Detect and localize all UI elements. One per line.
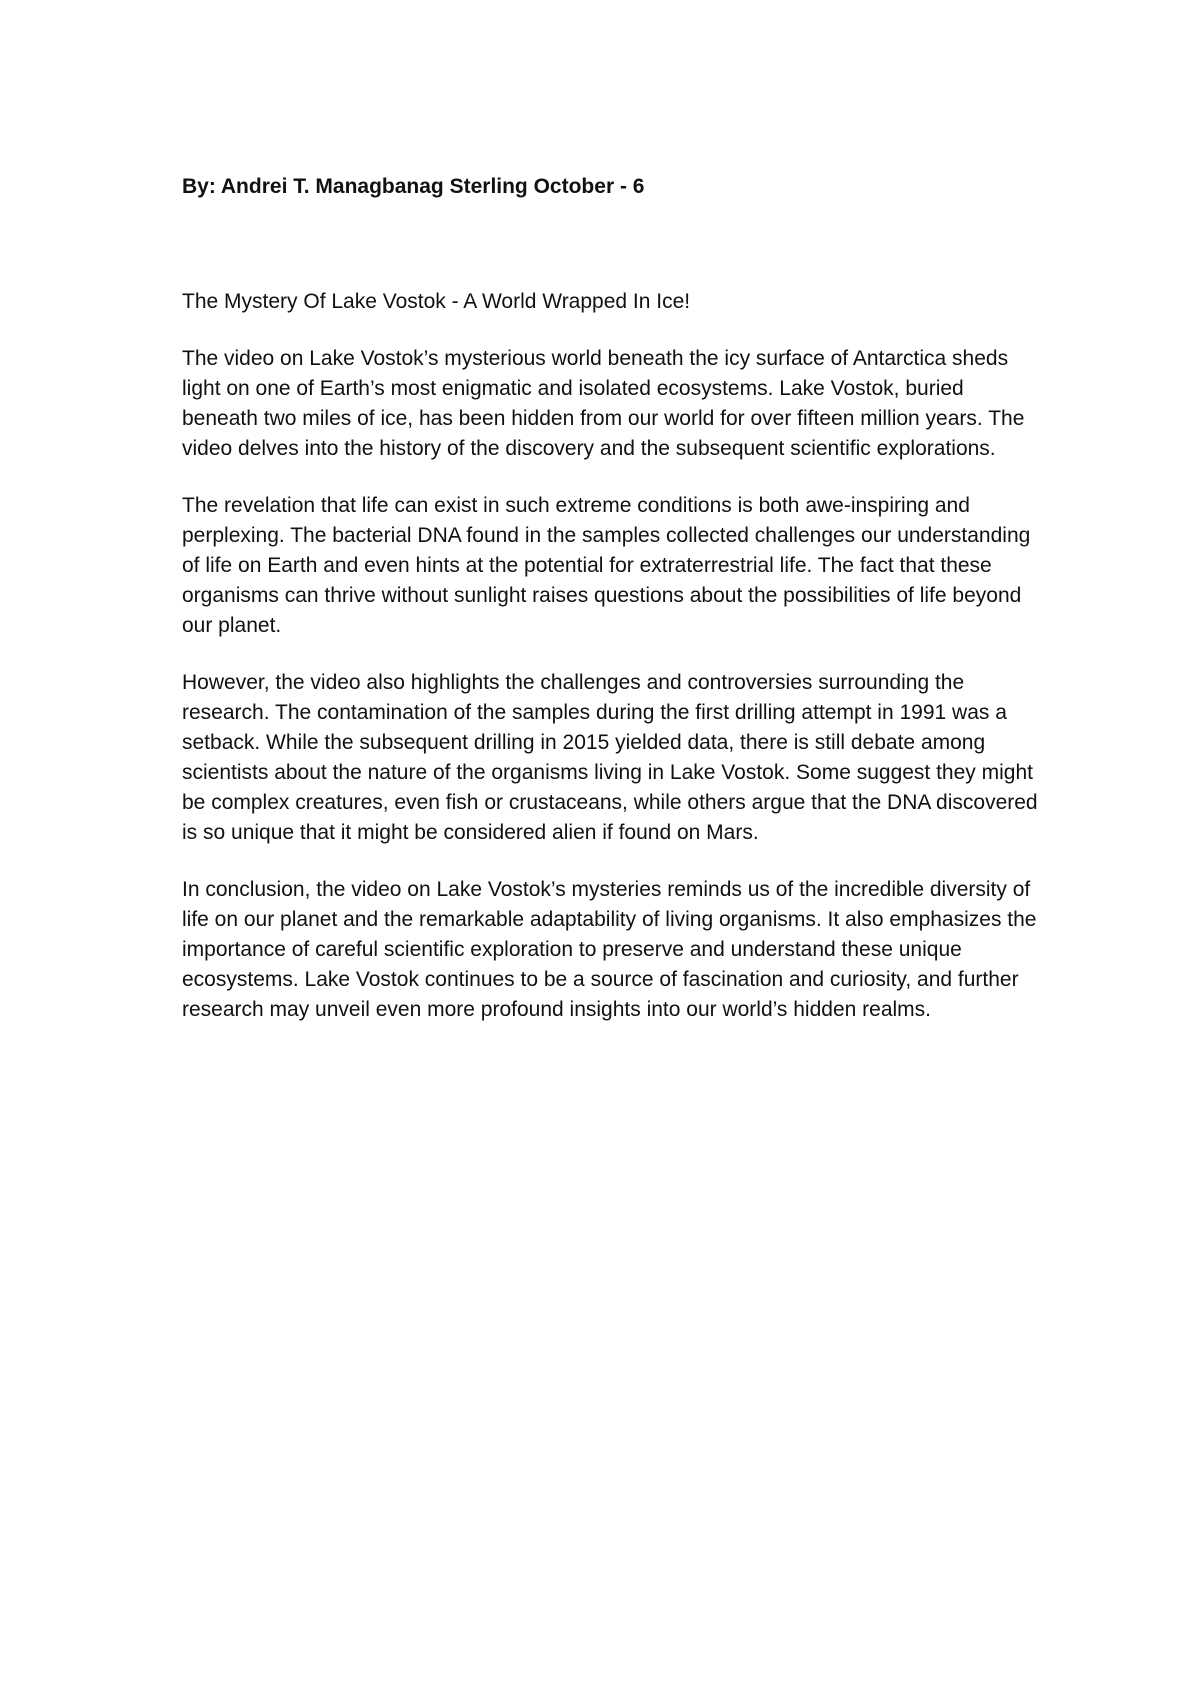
paragraph-3: However, the video also highlights the challenges and controversies surrounding the research. The contamination of the samples during the first drilling attempt in 1991 was a setback. While the subsequent drilling in 2015 yielded data, there is still debate among scientists about the nature of the organisms living in Lake Vostok. Some suggest they might be complex creatures, even fish or crustaceans, while others argue that the DNA discovered is so unique that it might be considered alien if found on Mars. — [182, 671, 1038, 844]
paragraph-4: In conclusion, the video on Lake Vostok’s mysteries reminds us of the incredible diversity of life on our planet and the remarkable adaptability of living organisms. It also emphasizes the importance of careful scientific exploration to preserve and understand these unique ecosystems. Lake Vostok continues to be a source of fascination and curiosity, and further research may unveil even more profound insights into our world’s hidden realms. — [182, 878, 1037, 1021]
paragraph-1: The video on Lake Vostok’s mysterious world beneath the icy surface of Antarctica sheds light on one of Earth’s most enigmatic and isolated ecosystems. Lake Vostok, buried beneath two miles of ice, has been hidden from our world for over fifteen million years. The video delves into the history of the discovery and the subsequent scientific explorations. — [182, 347, 1025, 460]
paragraph-2: The revelation that life can exist in such extreme conditions is both awe-inspiring and perplexing. The bacterial DNA found in the samples collected challenges our understanding of life on Earth and even hints at the potential for extraterrestrial life. The fact that these organisms can thrive without sunlight raises questions about the possibilities of life beyond our planet. — [182, 494, 1031, 637]
document-title: The Mystery Of Lake Vostok - A World Wrapped In Ice! — [182, 290, 691, 313]
byline: By: Andrei T. Managbanag Sterling October - 6 — [182, 175, 645, 198]
document-body — [182, 172, 1042, 1025]
